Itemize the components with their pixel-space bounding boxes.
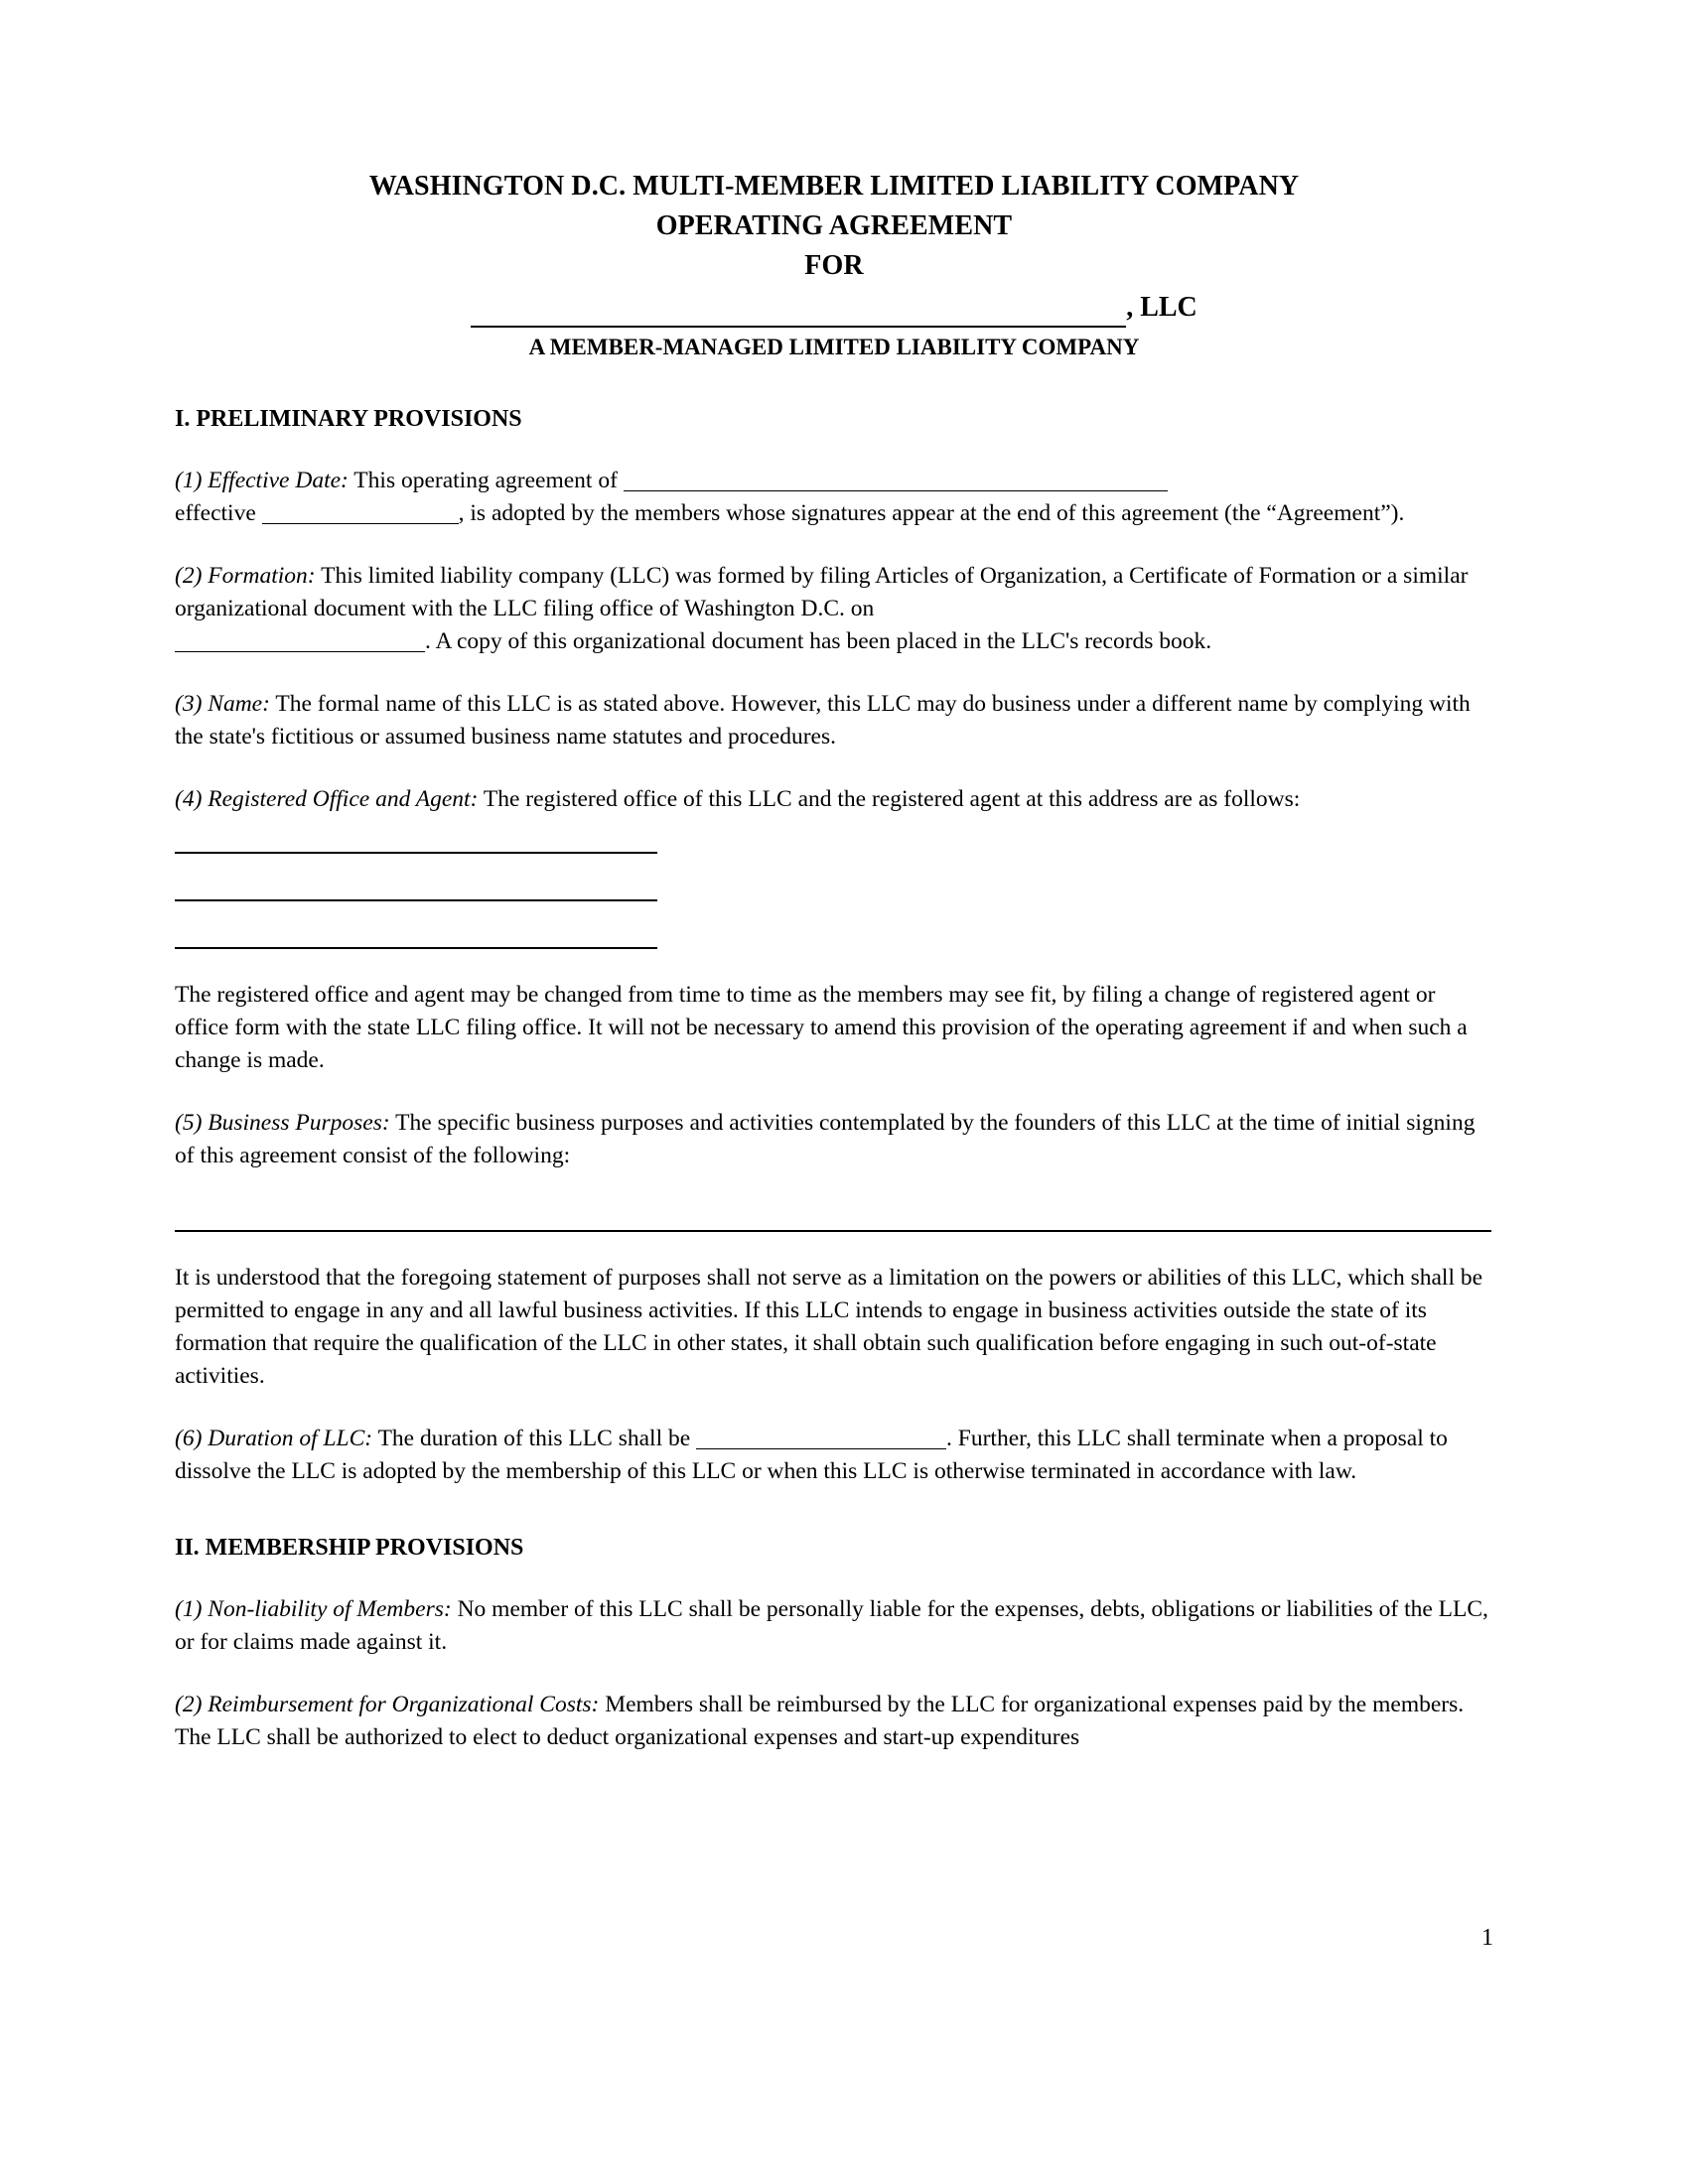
company-name-row [175, 288, 1493, 328]
paragraph-text-formation-b: . A copy of this organizational document has been placed in the LLC's records book. [425, 628, 1212, 654]
company-name-input[interactable] [471, 296, 1126, 328]
paragraph-non-liability [175, 1593, 1493, 1659]
title-for-label: FOR [804, 250, 864, 281]
paragraph-label-name: (3) Name: [175, 691, 270, 717]
paragraph-text-duration-a: The duration of this LLC shall be [372, 1426, 697, 1451]
title-line-1: WASHINGTON D.C. MULTI-MEMBER LIMITED LIABILITY COMPANY [368, 171, 1300, 202]
duration-blank[interactable] [696, 1429, 946, 1449]
section-heading-preliminary-provisions: I. PRELIMINARY PROVISIONS [175, 406, 522, 432]
paragraph-registered-office [175, 783, 1493, 816]
paragraph-duration [175, 1423, 1493, 1488]
document-title-block [175, 167, 1493, 286]
spacer [175, 901, 1493, 947]
paragraph-text-registered-office-note: The registered office and agent may be changed from time to time as the members may see fit, by filing a change of registered agent or office form with the state LLC filing office. It will not be necessary to amend this provision of the operating agreement if and when such a change is made. [175, 982, 1468, 1073]
registered-office-address-fields [175, 852, 1493, 949]
paragraph-name [175, 688, 1493, 753]
paragraph-text-formation-a: This limited liability company (LLC) was formed by filing Articles of Organization, a Certificate of Formation or a similar organizational document with the LLC filing office of Washington D.C. on [175, 563, 1469, 621]
paragraph-text-effective-date-b: effective [175, 500, 262, 526]
paragraph-text-name: The formal name of this LLC is as stated above. However, this LLC may do business under a different name by complying with the state's fictitious or assumed business name statutes and procedures. [175, 691, 1471, 750]
paragraph-registered-office-note [175, 979, 1493, 1077]
business-purposes-fields [175, 1230, 1493, 1232]
paragraph-label-registered-office: (4) Registered Office and Agent: [175, 786, 479, 812]
paragraph-text-effective-date-c: , is adopted by the members whose signatures appear at the end of this agreement (the “Agreement”). [458, 500, 1405, 526]
paragraph-text-non-liability: No member of this LLC shall be personally liable for the expenses, debts, obligations or liabilities of the LLC, or for claims made against it. [175, 1596, 1488, 1655]
paragraph-text-registered-office: The registered office of this LLC and the registered agent at this address are as follows: [478, 786, 1301, 812]
paragraph-text-reimbursement: Members shall be reimbursed by the LLC for organizational expenses paid by the members. The LLC shall be authorized to elect to deduct organizational expenses and start-up expenditures [175, 1692, 1465, 1750]
paragraph-label-non-liability: (1) Non-liability of Members: [175, 1596, 452, 1622]
paragraph-text-business-purposes-note: It is understood that the foregoing statement of purposes shall not serve as a limitation on the powers or abilities of this LLC, which shall be permitted to engage in any and all lawful business activities. If this LLC intends to engage in business activities outside the state of its formation that require the qualification of the LLC in other states, it shall obtain such qualification before engaging in such out-of-state activities. [175, 1265, 1483, 1389]
paragraph-text-duration-b: . Further, this LLC shall terminate when a proposal to dissolve the LLC is adopted by the membership of this LLC or when this LLC is otherwise terminated in accordance with law. [175, 1426, 1448, 1484]
paragraph-text-business-purposes: The specific business purposes and activities contemplated by the founders of this LLC at the time of initial signing of this agreement consist of the following: [175, 1110, 1476, 1168]
company-name-suffix: , LLC [1126, 292, 1197, 323]
paragraph-label-business-purposes: (5) Business Purposes: [175, 1110, 390, 1136]
page-number: 1 [1481, 1925, 1493, 1951]
business-purposes-line-1[interactable] [175, 1230, 1491, 1232]
spacer [175, 854, 1493, 899]
document-subtitle: A MEMBER-MANAGED LIMITED LIABILITY COMPANY [528, 335, 1140, 359]
paragraph-label-reimbursement: (2) Reimbursement for Organizational Costs: [175, 1692, 600, 1717]
paragraph-reimbursement [175, 1689, 1493, 1754]
title-line-2: OPERATING AGREEMENT [655, 210, 1013, 241]
paragraph-formation [175, 560, 1493, 658]
paragraph-label-duration: (6) Duration of LLC: [175, 1426, 373, 1451]
formation-date-blank[interactable] [175, 631, 425, 652]
paragraph-effective-date [175, 465, 1493, 530]
document-body [175, 167, 1493, 1754]
paragraph-business-purposes [175, 1107, 1493, 1172]
paragraph-label-formation: (2) Formation: [175, 563, 316, 589]
paragraph-business-purposes-note [175, 1262, 1493, 1393]
effective-date-blank[interactable] [262, 503, 459, 524]
registered-office-line-3[interactable] [175, 947, 657, 949]
paragraph-label-effective-date: (1) Effective Date: [175, 468, 349, 493]
effective-date-agreement-blank[interactable] [624, 471, 1168, 491]
section-heading-membership-provisions: II. MEMBERSHIP PROVISIONS [175, 1535, 524, 1561]
paragraph-text-effective-date-a: This operating agreement of [348, 468, 624, 493]
